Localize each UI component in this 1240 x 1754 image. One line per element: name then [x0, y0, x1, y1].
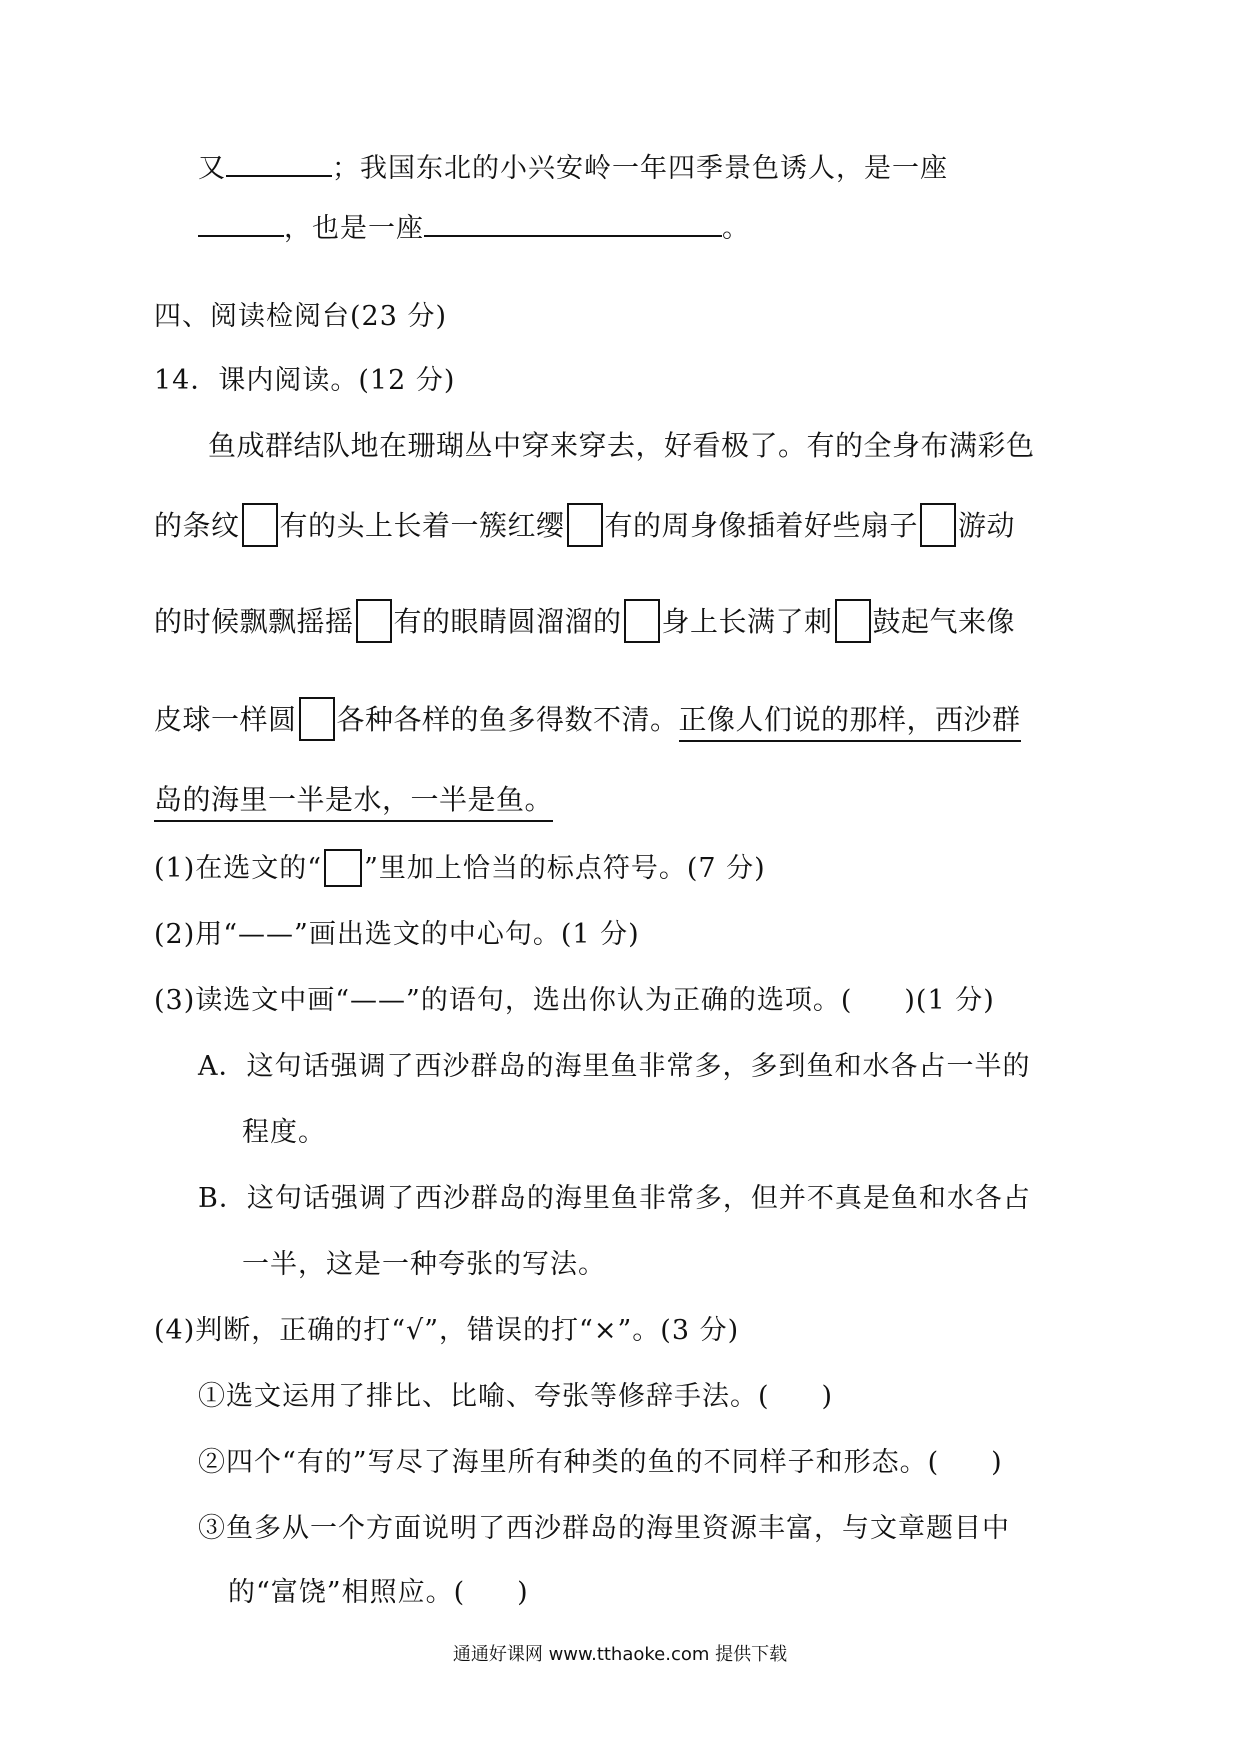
passage-line-4: 皮球一样圆 各种各样的鱼多得数不清。正像人们说的那样，西沙群	[154, 698, 1021, 743]
punct-box-5[interactable]	[624, 599, 660, 643]
punct-box-example	[324, 849, 362, 887]
question-1: (1)在选文的“ ”里加上恰当的标点符号。(7 分)	[154, 846, 766, 889]
passage-line-1: 鱼成群结队地在珊瑚丛中穿来穿去，好看极了。有的全身布满彩色	[208, 429, 1035, 462]
judge-1: ①选文运用了排比、比喻、夸张等修辞手法。( )	[198, 1381, 834, 1412]
blank-3[interactable]	[424, 211, 722, 237]
option-a-line-1: A．这句话强调了西沙群岛的海里鱼非常多，多到鱼和水各占一半的	[198, 1051, 1031, 1082]
passage-line-2: 的条纹 有的头上长着一簇红缨 有的周身像插着好些扇子 游动	[154, 504, 1015, 549]
passage-line-5	[154, 778, 553, 818]
question-2: (2)用“——”画出选文的中心句。(1 分)	[154, 919, 640, 950]
option-b-line-2: 一半，这是一种夸张的写法。	[242, 1249, 606, 1280]
fill-line-1: 又 ；我国东北的小兴安岭一年四季景色诱人，是一座	[198, 153, 948, 184]
question-4: (4)判断，正确的打“√”，错误的打“×”。(3 分)	[154, 1315, 740, 1346]
question-3: (3)读选文中画“——”的语句，选出你认为正确的选项。( )(1 分)	[154, 985, 995, 1016]
punct-box-3[interactable]	[920, 503, 956, 547]
punct-box-1[interactable]	[242, 503, 278, 547]
passage-line-3: 的时候飘飘摇摇 有的眼睛圆溜溜的 身上长满了刺 鼓起气来像	[154, 600, 1015, 645]
punct-box-7[interactable]	[299, 697, 335, 741]
judge-3-line-2: 的“富饶”相照应。( )	[228, 1577, 529, 1608]
page-footer: 通通好课网 www.tthaoke.com 提供下载	[452, 1644, 788, 1665]
judge-3-line-1: ③鱼多从一个方面说明了西沙群岛的海里资源丰富，与文章题目中	[198, 1513, 1010, 1544]
center-sentence-underline-end: 岛的海里一半是水，一半是鱼。	[154, 783, 553, 822]
punct-box-4[interactable]	[356, 599, 392, 643]
section-heading: 四、阅读检阅台(23 分)	[154, 301, 448, 332]
option-b-line-1: B．这句话强调了西沙群岛的海里鱼非常多，但并不真是鱼和水各占	[198, 1183, 1031, 1214]
option-a-line-2: 程度。	[242, 1117, 326, 1148]
fill-line-2: ，也是一座 。	[198, 206, 750, 245]
blank-1[interactable]	[226, 151, 332, 177]
question-14-title: 14．课内阅读。(12 分)	[154, 365, 456, 396]
blank-2[interactable]	[198, 211, 284, 237]
center-sentence-underline: 正像人们说的那样，西沙群	[679, 703, 1021, 742]
judge-2: ②四个“有的”写尽了海里所有种类的鱼的不同样子和形态。( )	[198, 1447, 1003, 1478]
punct-box-2[interactable]	[567, 503, 603, 547]
punct-box-6[interactable]	[835, 599, 871, 643]
